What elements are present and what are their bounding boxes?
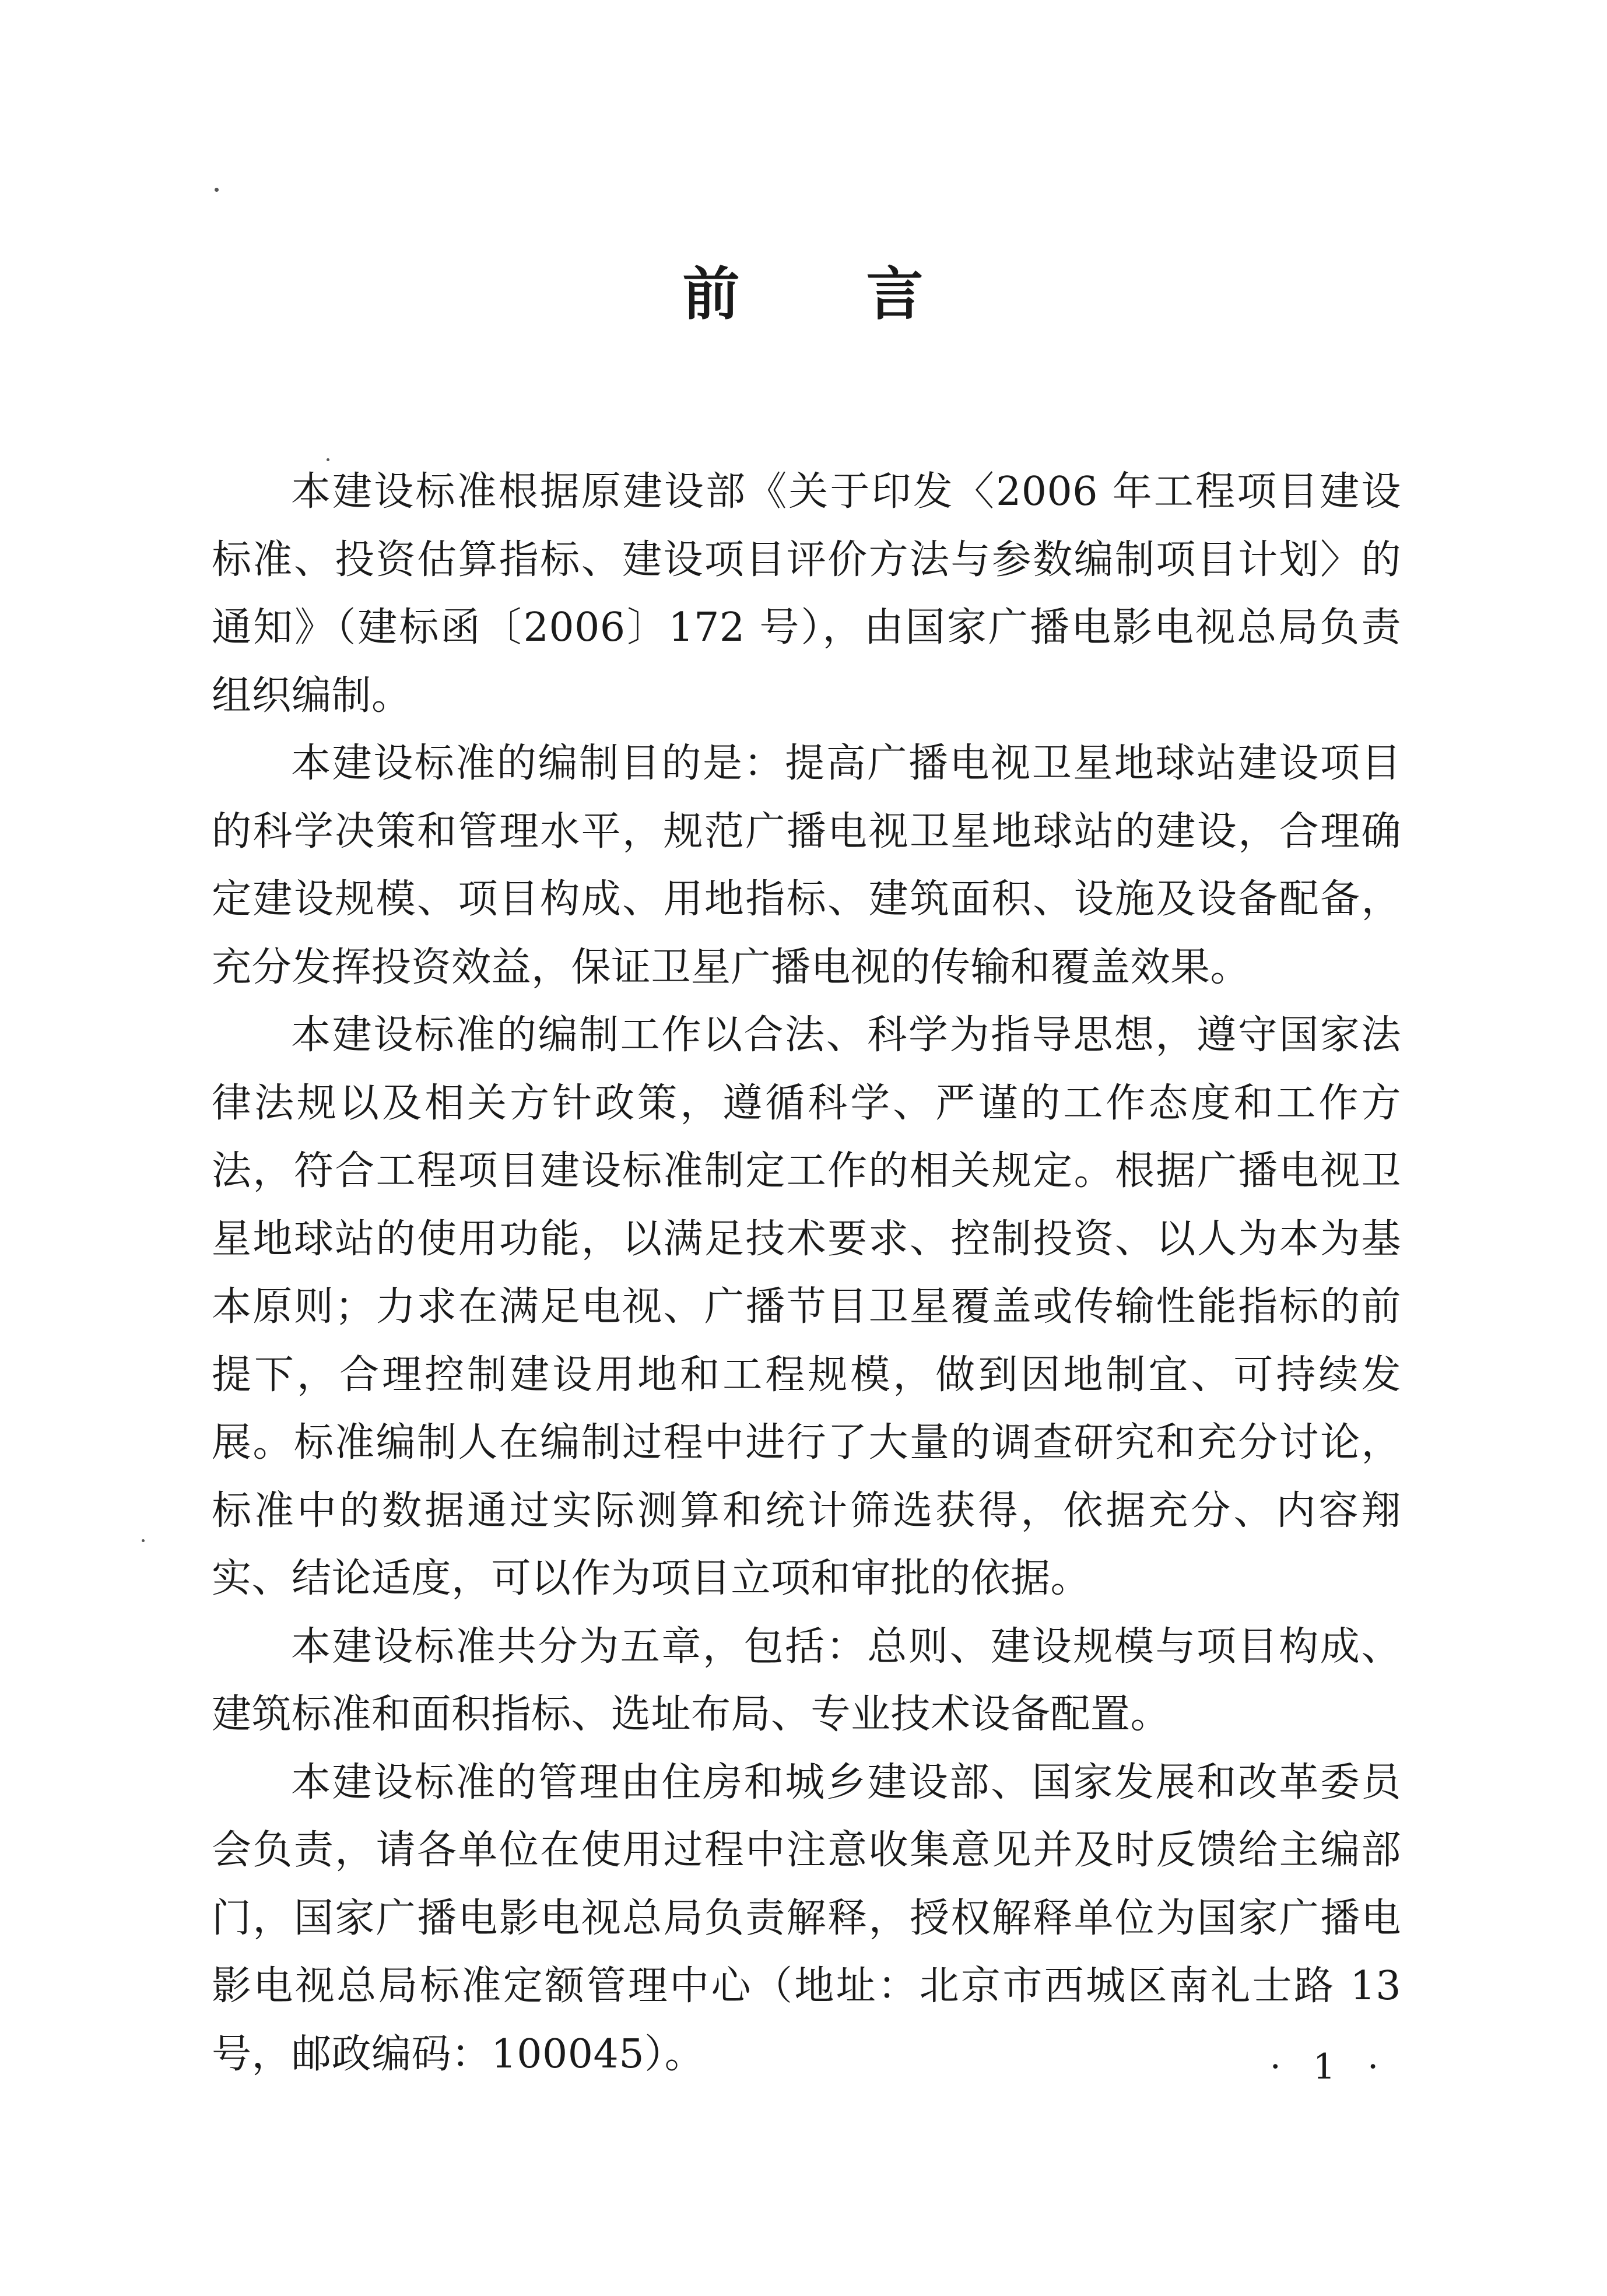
scan-speck: [215, 188, 219, 192]
page-number: · 1 ·: [1269, 2046, 1390, 2087]
scan-speck: [142, 1539, 145, 1542]
preface-body: [212, 458, 1401, 2088]
paragraph-basis: 本建设标准根据原建设部《关于印发〈2006 年工程项目建设标准、投资估算指标、建设项目评价方法与参数编制项目计划〉的通知》（建标函〔2006〕172 号），由国家广播电影电视总局负责组织编制。: [212, 469, 1401, 719]
paragraph-principles: 本建设标准的编制工作以合法、科学为指导思想，遵守国家法律法规以及相关方针政策，遵循科学、严谨的工作态度和工作方法，符合工程项目建设标准制定工作的相关规定。根据广播电视卫星地球站的使用功能，以满足技术要求、控制投资、以人为本为基本原则；力求在满足电视、广播节目卫星覆盖或传输性能指标的前提下，合理控制建设用地和工程规模，做到因地制宜、可持续发展。标准编制人在编制过程中进行了大量的调查研究和充分讨论，标准中的数据通过实际测算和统计筛选获得，依据充分、内容翔实、结论适度，可以作为项目立项和审批的依据。: [212, 1012, 1401, 1602]
page-title: [0, 259, 1607, 329]
paragraph-management: 本建设标准的管理由住房和城乡建设部、国家发展和改革委员会负责，请各单位在使用过程中注意收集意见并及时反馈给主编部门，国家广播电影电视总局负责解释，授权解释单位为国家广播电影电视总局标准定额管理中心（地址：北京市西城区南礼士路 13 号，邮政编码：100045）。: [212, 1759, 1401, 2077]
paragraph-chapters: 本建设标准共分为五章，包括：总则、建设规模与项目构成、建筑标准和面积指标、选址布局、专业技术设备配置。: [212, 1623, 1401, 1737]
paragraph-purpose: 本建设标准的编制目的是：提高广播电视卫星地球站建设项目的科学决策和管理水平，规范广播电视卫星地球站的建设，合理确定建设规模、项目构成、用地指标、建筑面积、设施及设备配备，充分发挥投资效益，保证卫星广播电视的传输和覆盖效果。: [212, 740, 1401, 991]
title-char-first: 前: [682, 261, 741, 328]
title-char-second: 言: [866, 261, 925, 328]
